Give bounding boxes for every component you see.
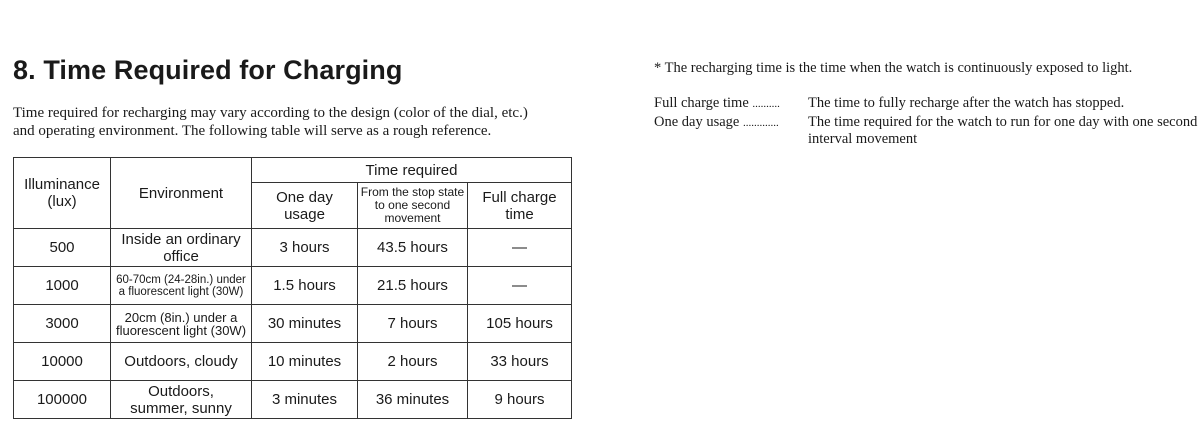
page-title: 8. Time Required for Charging bbox=[13, 55, 403, 85]
cell-one-day-usage: 3 hours bbox=[252, 229, 358, 267]
cell-one-day-usage: 3 minutes bbox=[252, 381, 358, 419]
cell-lux: 1000 bbox=[14, 267, 111, 305]
cell-full-charge: 9 hours bbox=[468, 381, 572, 419]
leader-dots: .......... bbox=[752, 98, 780, 110]
cell-lux: 3000 bbox=[14, 305, 111, 343]
cell-lux: 500 bbox=[14, 229, 111, 267]
recharging-note: * The recharging time is the time when the watch is continuously exposed to light. bbox=[654, 60, 1133, 76]
definition-description: The time to fully recharge after the watch has stopped. bbox=[808, 95, 1125, 111]
cell-one-day-usage: 30 minutes bbox=[252, 305, 358, 343]
cell-environment: Inside an ordinary office bbox=[111, 229, 252, 267]
cell-full-charge: — bbox=[468, 267, 572, 305]
table-row bbox=[14, 229, 572, 267]
charging-time-table bbox=[13, 157, 572, 419]
cell-one-day-usage: 10 minutes bbox=[252, 343, 358, 381]
cell-lux: 10000 bbox=[14, 343, 111, 381]
definition-term-label: Full charge time bbox=[654, 95, 749, 111]
definition-term-label: One day usage bbox=[654, 113, 740, 130]
header-illuminance: Illuminance (lux) bbox=[14, 158, 111, 229]
table-header-row bbox=[14, 158, 572, 183]
cell-from-stop: 21.5 hours bbox=[358, 267, 468, 305]
table-row bbox=[14, 343, 572, 381]
cell-full-charge: 33 hours bbox=[468, 343, 572, 381]
cell-from-stop: 2 hours bbox=[358, 343, 468, 381]
cell-from-stop: 36 minutes bbox=[358, 381, 468, 419]
cell-lux: 100000 bbox=[14, 381, 111, 419]
header-full-charge-time: Full charge time bbox=[468, 183, 572, 229]
definition-term bbox=[654, 95, 808, 114]
definition-term bbox=[654, 114, 808, 149]
header-time-required: Time required bbox=[252, 158, 572, 183]
header-one-day-usage: One day usage bbox=[252, 183, 358, 229]
definition-one-day-usage bbox=[654, 114, 1198, 149]
cell-environment: 20cm (8in.) under a fluorescent light (30W) bbox=[111, 305, 252, 343]
intro-line-2: and operating environment. The following table will serve as a rough reference. bbox=[13, 123, 492, 139]
table-row bbox=[14, 381, 572, 419]
table-row bbox=[14, 267, 572, 305]
cell-one-day-usage: 1.5 hours bbox=[252, 267, 358, 305]
header-from-stop-state: From the stop state to one second movement bbox=[358, 183, 468, 229]
definition-description: The time required for the watch to run for one day with one second interval movement bbox=[808, 113, 1198, 147]
header-environment: Environment bbox=[111, 158, 252, 229]
cell-environment: Outdoors, cloudy bbox=[111, 343, 252, 381]
definitions-list bbox=[654, 95, 1198, 149]
leader-dots: ............. bbox=[742, 116, 779, 129]
intro-paragraph bbox=[13, 104, 528, 140]
cell-full-charge: 105 hours bbox=[468, 305, 572, 343]
table-row bbox=[14, 305, 572, 343]
definition-full-charge-time bbox=[654, 95, 1198, 114]
cell-full-charge: — bbox=[468, 229, 572, 267]
cell-from-stop: 7 hours bbox=[358, 305, 468, 343]
cell-environment: Outdoors, summer, sunny bbox=[111, 381, 252, 419]
intro-line-1: Time required for recharging may vary according to the design (color of the dial, etc.) bbox=[13, 105, 528, 121]
cell-from-stop: 43.5 hours bbox=[358, 229, 468, 267]
cell-environment: 60-70cm (24-28in.) under a fluorescent light (30W) bbox=[111, 267, 252, 305]
